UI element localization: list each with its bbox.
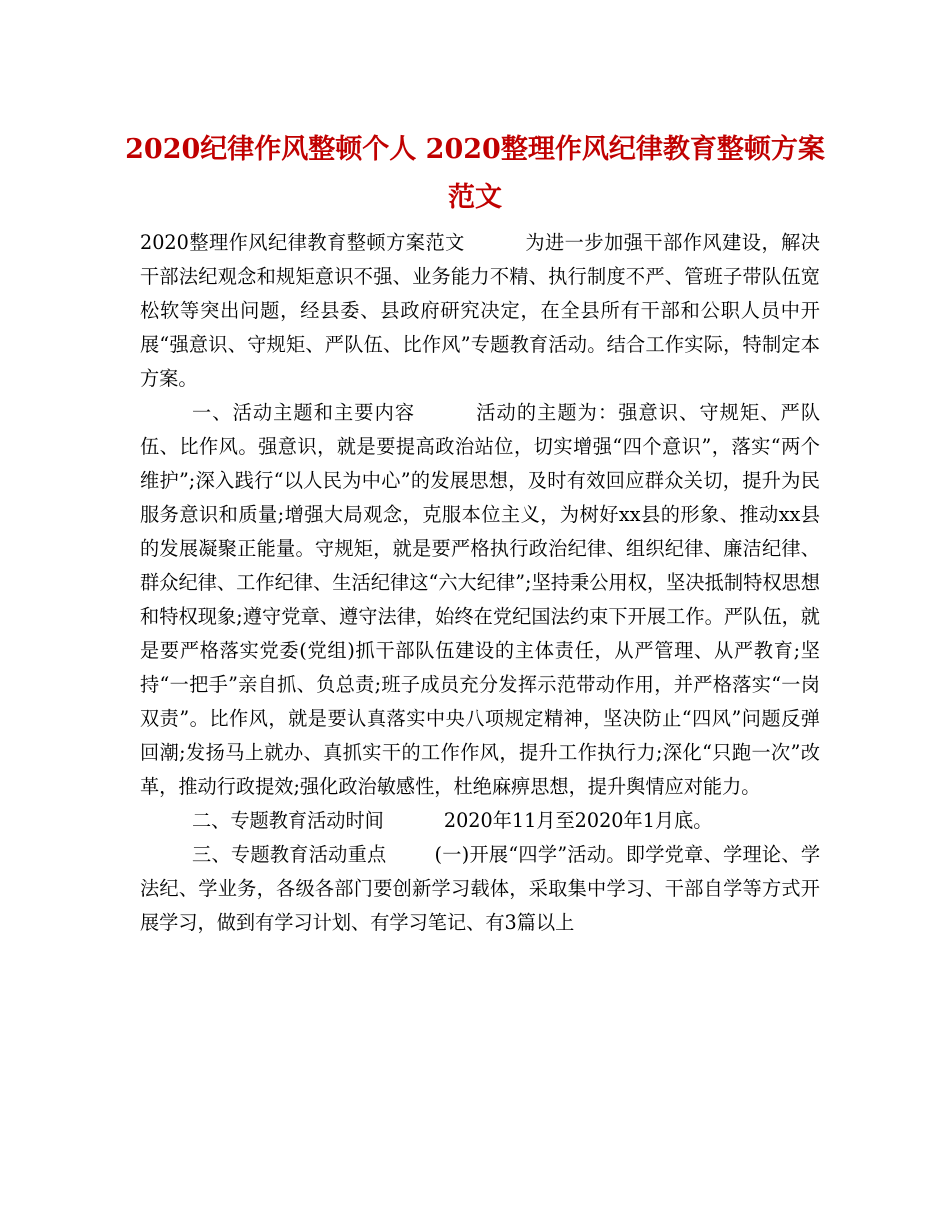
document-body [140, 226, 820, 940]
document-title: 2020纪律作风整顿个人 2020整理作风纪律教育整顿方案范文 [125, 134, 825, 213]
paragraph-intro [140, 226, 820, 396]
paragraph-intro-text: 为进一步加强干部作风建设，解决干部法纪观念和规矩意识不强、业务能力不精、执行制度不严、管班子带队伍宽松软等突出问题，经县委、县政府研究决定，在全县所有干部和公职人员中开展“强意识、守规矩、严队伍、比作风”专题教育活动。结合工作实际，特制定本方案。 [140, 231, 820, 390]
paragraph-section-2 [140, 804, 820, 838]
section-1-heading: 一、活动主题和主要内容 [192, 401, 416, 424]
section-2-text: 2020年11月至2020年1月底。 [443, 809, 713, 832]
section-3-heading: 三、专题教育活动重点 [192, 843, 387, 866]
paragraph-intro-heading: 2020整理作风纪律教育整顿方案范文 [140, 231, 465, 254]
paragraph-section-1 [140, 396, 820, 804]
paragraph-section-3 [140, 838, 820, 940]
section-2-heading: 二、专题教育活动时间 [192, 809, 384, 832]
section-3-text: (一)开展“四学”活动。即学党章、学理论、学法纪、学业务，各级各部门要创新学习载体，采取集中学习、干部自学等方式开展学习，做到有学习计划、有学习笔记、有3篇以上 [140, 843, 821, 934]
section-1-text: 活动的主题为：强意识、守规矩、严队伍、比作风。强意识，就是要提高政治站位，切实增强“四个意识”，落实“两个维护”;深入践行“以人民为中心”的发展思想，及时有效回应群众关切，提升为民服务意识和质量;增强大局观念，克服本位主义，为树好xx县的形象、推动xx县的发展凝聚正能量。守规矩，就是要严格执行政治纪律、组织纪律、廉洁纪律、群众纪律、工作纪律、生活纪律这“六大纪律”;坚持秉公用权，坚决抵制特权思想和特权现象;遵守党章、遵守法律，始终在党纪国法约束下开展工作。严队伍，就是要严格落实党委(党组)抓干部队伍建设的主体责任，从严管理、从严教育;坚持“一把手”亲自抓、负总责;班子成员充分发挥示范带动作用，并严格落实“一岗双责”。比作风，就是要认真落实中央八项规定精神，坚决防止“四风”问题反弹回潮;发扬马上就办、真抓实干的工作作风，提升工作执行力;深化“只跑一次”改革，推动行政提效;强化政治敏感性，杜绝麻痹思想，提升舆情应对能力。 [140, 401, 821, 798]
